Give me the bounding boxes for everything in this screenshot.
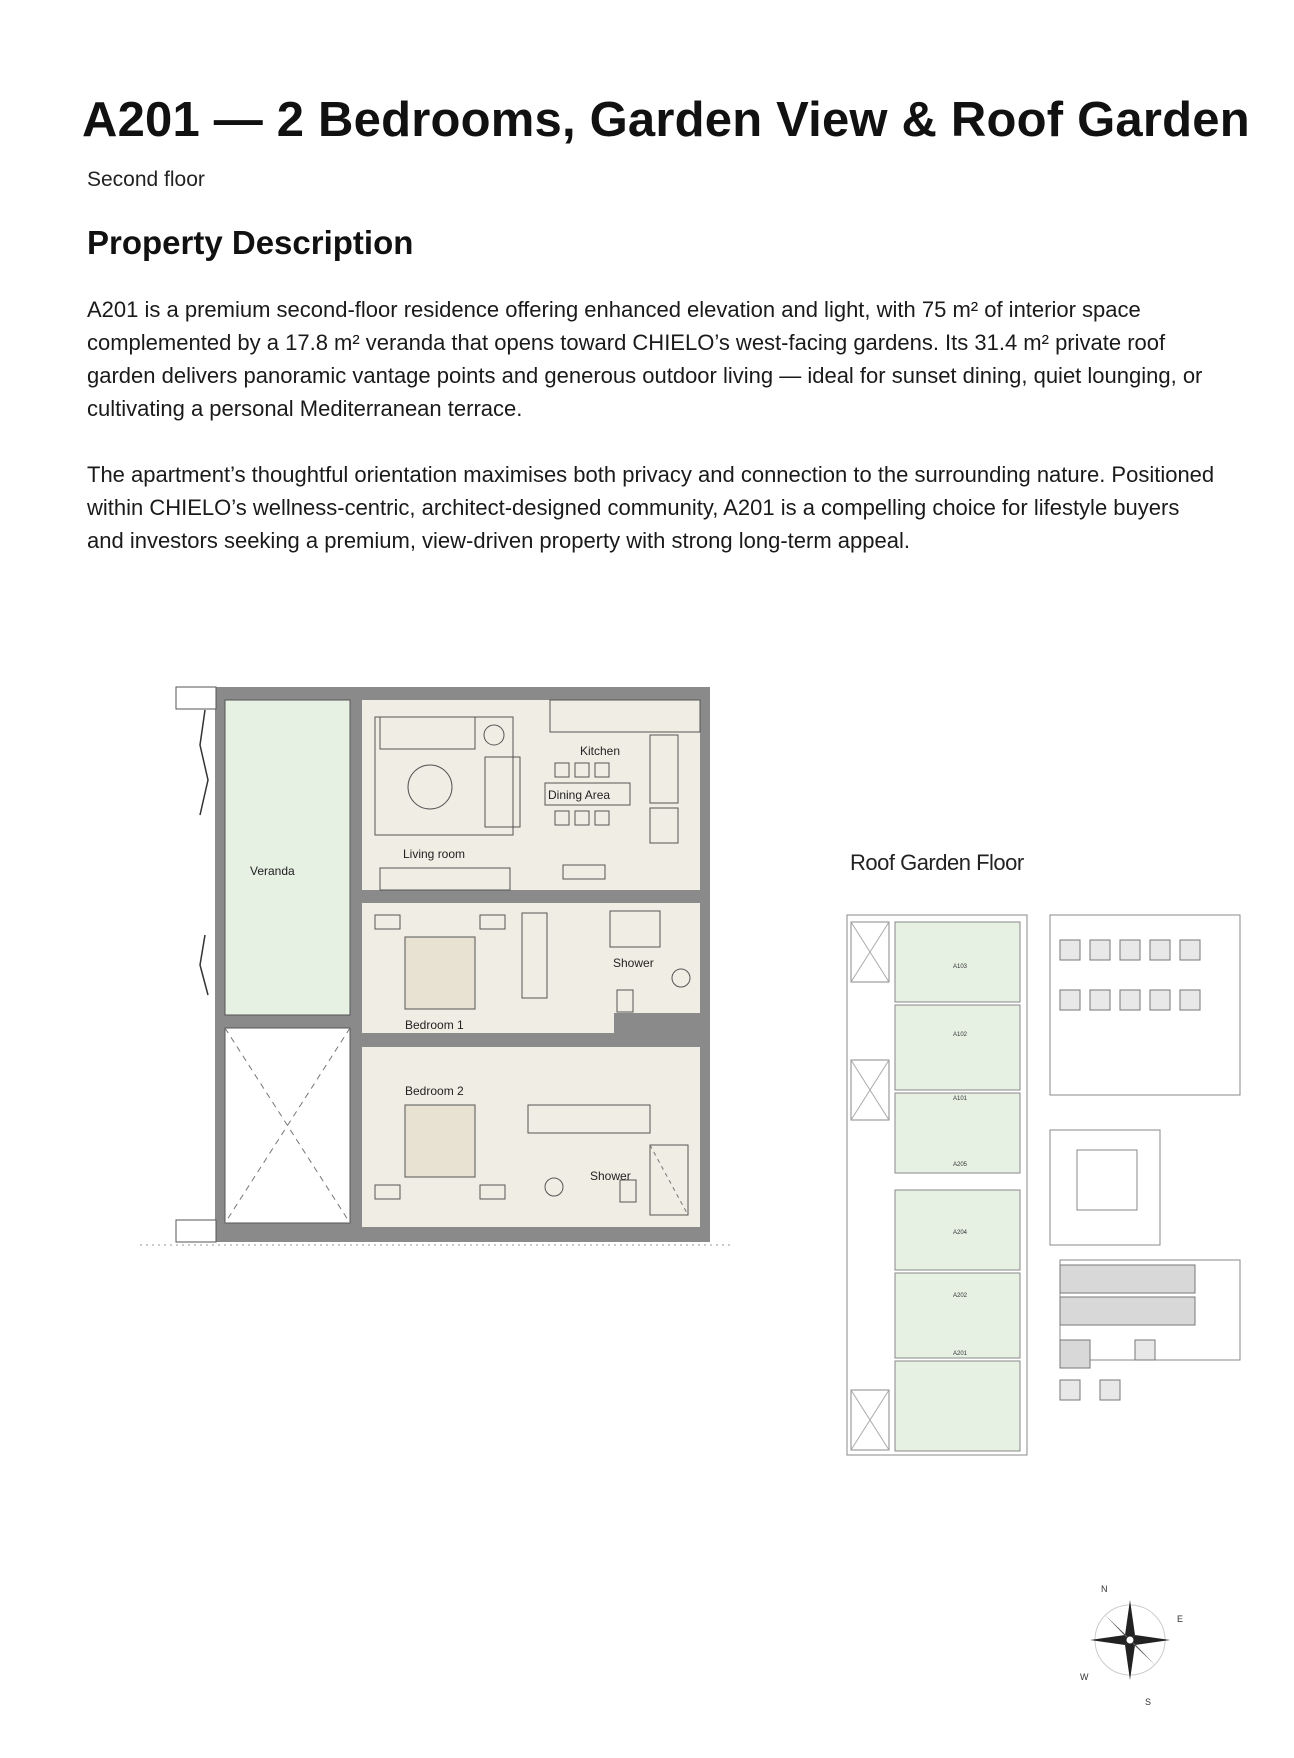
room-label-dining: Dining Area — [548, 788, 611, 802]
compass-west: W — [1080, 1672, 1089, 1682]
roof-unit-tag: A101 — [953, 1096, 968, 1102]
description-paragraph-1: A201 is a premium second-floor residence offering enhanced elevation and light, with 75 m² of interior space complemented by a 17.8 m² veranda that opens toward CHIELO’s west-facing gardens. Its 31.4 m² private roof garden delivers panoramic vantage points and generous outdoor living — ideal for sunset dining, quiet lounging, or cultivating a personal Mediterranean terrace. — [87, 297, 1203, 421]
roof-plan-label: Roof Garden Floor — [850, 850, 1024, 875]
compass-south: S — [1145, 1697, 1152, 1707]
description-paragraph-2: The apartment’s thoughtful orientation maximises both privacy and connection to the surrounding nature. Positioned within CHIELO’s wellness-centric, architect-designed community, A201 is a compelling choice for lifestyle buyers and investors seeking a premium, view-driven property with strong long-term appeal. — [87, 462, 1215, 553]
page-title: A201 — 2 Bedrooms, Garden View & Roof Garden — [82, 93, 1250, 147]
apartment-floor-plan — [130, 675, 730, 1265]
roof-unit-tag: A202 — [953, 1293, 968, 1299]
room-label-veranda: Veranda — [250, 864, 295, 878]
roof-unit-tag: A103 — [953, 964, 968, 970]
room-label-shower-1: Shower — [613, 956, 654, 970]
room-label-living: Living room — [403, 847, 466, 861]
roof-unit-tag: A204 — [953, 1230, 968, 1236]
compass-rose-icon — [1075, 1570, 1205, 1710]
compass-north: N — [1101, 1584, 1108, 1594]
roof-garden-floor-plan — [845, 900, 1245, 1470]
roof-unit-tag: A205 — [953, 1162, 968, 1168]
section-heading: Property Description — [87, 224, 414, 261]
floor-subtitle: Second floor — [87, 168, 205, 191]
roof-unit-tag: A201 — [953, 1351, 968, 1357]
room-label-kitchen: Kitchen — [580, 744, 621, 758]
room-label-bedroom-1: Bedroom 1 — [405, 1018, 464, 1032]
compass-east: E — [1177, 1614, 1184, 1624]
roof-unit-tag: A102 — [953, 1032, 968, 1038]
room-label-shower-2: Shower — [590, 1169, 631, 1183]
room-label-bedroom-2: Bedroom 2 — [405, 1084, 464, 1098]
